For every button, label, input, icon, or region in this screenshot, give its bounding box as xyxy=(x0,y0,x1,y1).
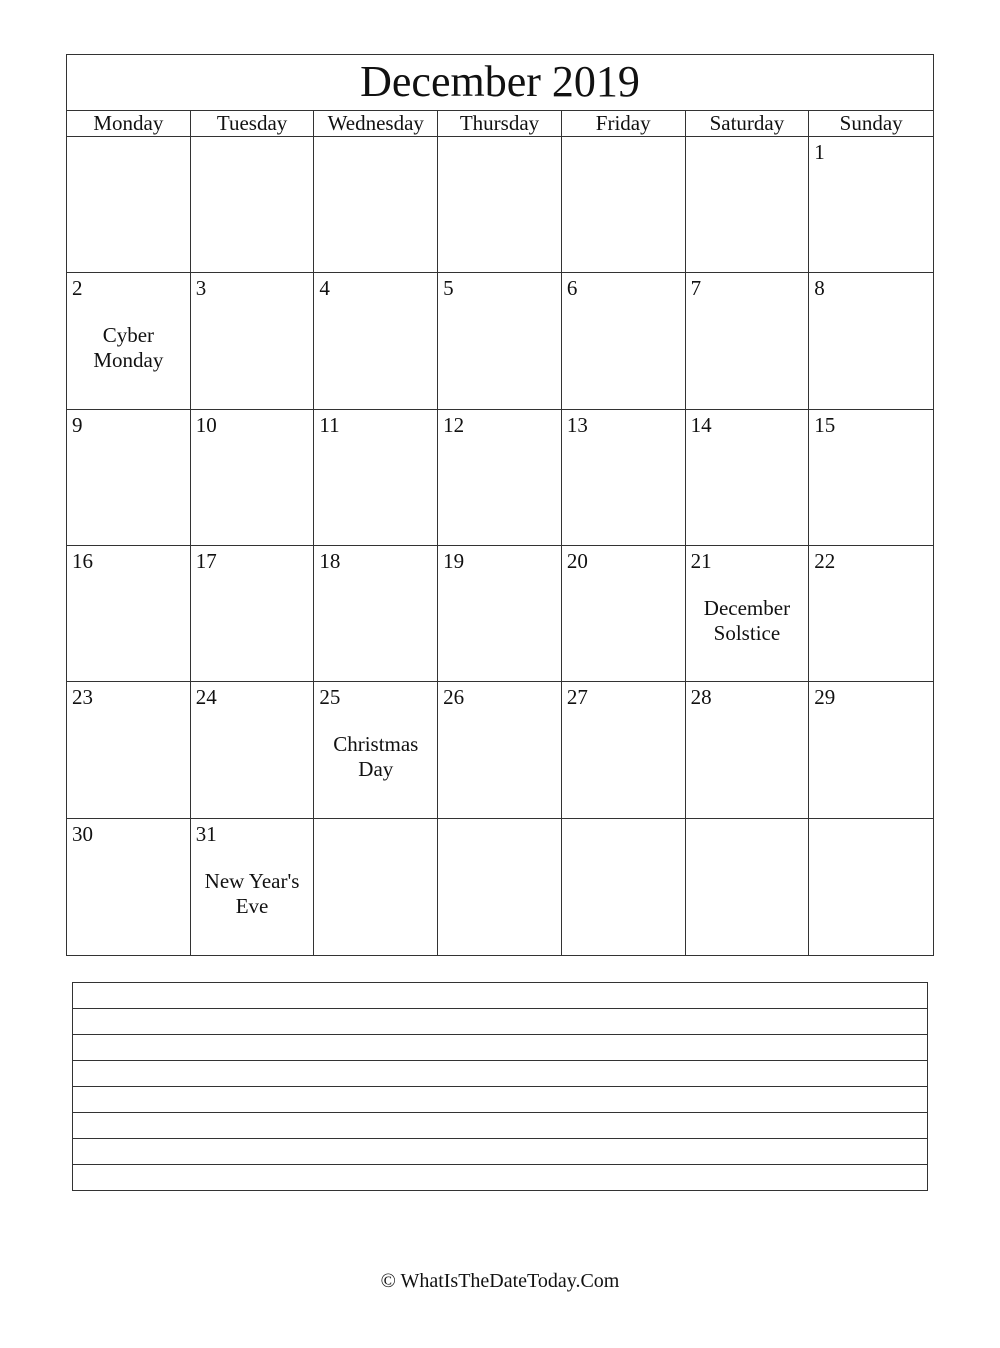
footer-copyright: © WhatIsTheDateToday.Com xyxy=(380,1270,620,1292)
day-cell-14 xyxy=(686,410,810,546)
day-cell-27 xyxy=(562,682,686,818)
day-cell-11 xyxy=(314,410,438,546)
note-line[interactable] xyxy=(73,1009,927,1035)
day-cell-4 xyxy=(314,273,438,409)
day-cell-3 xyxy=(191,273,315,409)
day-cell-5 xyxy=(438,273,562,409)
note-line[interactable] xyxy=(73,1139,927,1165)
note-line[interactable] xyxy=(73,1165,927,1190)
day-number: 30 xyxy=(72,821,93,846)
day-cell-13 xyxy=(562,410,686,546)
day-number: 25 xyxy=(319,685,341,710)
day-number: 19 xyxy=(443,548,465,573)
day-cell-17 xyxy=(191,546,315,682)
day-cell-31 xyxy=(191,819,315,955)
day-number: 28 xyxy=(690,685,712,710)
weekday-saturday: Saturday xyxy=(686,111,810,136)
day-number: 27 xyxy=(566,685,588,710)
day-cell-21 xyxy=(686,546,810,682)
day-cell-7 xyxy=(686,273,810,409)
empty-day-cell xyxy=(438,137,562,273)
day-cell-10 xyxy=(191,410,315,546)
day-cell-29 xyxy=(809,682,933,818)
day-cell-22 xyxy=(809,546,933,682)
note-line[interactable] xyxy=(73,1087,927,1113)
day-cell-1 xyxy=(809,137,933,273)
weekday-thursday: Thursday xyxy=(438,111,562,136)
day-number: 23 xyxy=(72,685,93,710)
day-cell-20 xyxy=(562,546,686,682)
day-number: 2 xyxy=(72,276,83,301)
day-cell-26 xyxy=(438,682,562,818)
day-number: 26 xyxy=(443,685,465,710)
day-number: 4 xyxy=(319,276,330,301)
day-number: 11 xyxy=(319,412,340,437)
day-number: 22 xyxy=(814,548,836,573)
day-cell-30 xyxy=(67,819,191,955)
day-cell-12 xyxy=(438,410,562,546)
note-line[interactable] xyxy=(73,983,927,1009)
holiday-label: New Year's Eve xyxy=(204,868,300,918)
empty-day-cell xyxy=(562,137,686,273)
day-cell-8 xyxy=(809,273,933,409)
note-line[interactable] xyxy=(73,1061,927,1087)
day-cell-19 xyxy=(438,546,562,682)
day-cell-2 xyxy=(67,273,191,409)
day-number: 24 xyxy=(195,685,217,710)
empty-day-cell xyxy=(686,137,810,273)
empty-day-cell xyxy=(686,819,810,955)
day-number: 16 xyxy=(72,548,93,573)
note-line[interactable] xyxy=(73,1113,927,1139)
holiday-label: December Solstice xyxy=(703,595,791,645)
day-number: 8 xyxy=(814,276,825,301)
calendar-title: December 2019 xyxy=(67,55,933,111)
day-number: 1 xyxy=(814,140,825,164)
day-number: 6 xyxy=(566,276,578,301)
day-number: 29 xyxy=(814,685,836,710)
empty-day-cell xyxy=(314,819,438,955)
day-cell-15 xyxy=(809,410,933,546)
weekday-tuesday: Tuesday xyxy=(191,111,315,136)
weekday-monday: Monday xyxy=(67,111,191,136)
weekday-header-row xyxy=(67,111,933,137)
day-cell-23 xyxy=(67,682,191,818)
day-cell-24 xyxy=(191,682,315,818)
day-cell-18 xyxy=(314,546,438,682)
empty-day-cell xyxy=(809,819,933,955)
notes-area xyxy=(72,982,928,1191)
holiday-label: Christmas Day xyxy=(333,732,419,782)
holiday-label: Cyber Monday xyxy=(93,323,164,373)
day-cell-16 xyxy=(67,546,191,682)
day-number: 7 xyxy=(690,276,702,301)
day-number: 3 xyxy=(195,276,207,301)
day-number: 31 xyxy=(195,821,217,846)
day-cell-28 xyxy=(686,682,810,818)
weekday-sunday: Sunday xyxy=(839,111,903,135)
weekday-wednesday: Wednesday xyxy=(314,111,438,136)
note-line[interactable] xyxy=(73,1035,927,1061)
day-number: 9 xyxy=(72,412,83,437)
day-number: 5 xyxy=(443,276,454,301)
day-number: 14 xyxy=(690,412,712,437)
day-cell-25 xyxy=(314,682,438,818)
day-number: 10 xyxy=(195,412,217,437)
empty-day-cell xyxy=(191,137,315,273)
calendar xyxy=(66,54,934,956)
empty-day-cell xyxy=(314,137,438,273)
day-number: 20 xyxy=(566,548,588,573)
day-cell-6 xyxy=(562,273,686,409)
empty-day-cell xyxy=(562,819,686,955)
day-number: 17 xyxy=(195,548,217,573)
day-number: 12 xyxy=(443,412,465,437)
day-number: 18 xyxy=(319,548,341,573)
day-number: 21 xyxy=(690,548,712,573)
day-number: 15 xyxy=(814,412,836,437)
weekday-friday: Friday xyxy=(562,111,686,136)
empty-day-cell xyxy=(67,137,191,273)
empty-day-cell xyxy=(438,819,562,955)
day-number: 13 xyxy=(566,412,588,437)
day-cell-9 xyxy=(67,410,191,546)
calendar-grid xyxy=(67,137,933,955)
